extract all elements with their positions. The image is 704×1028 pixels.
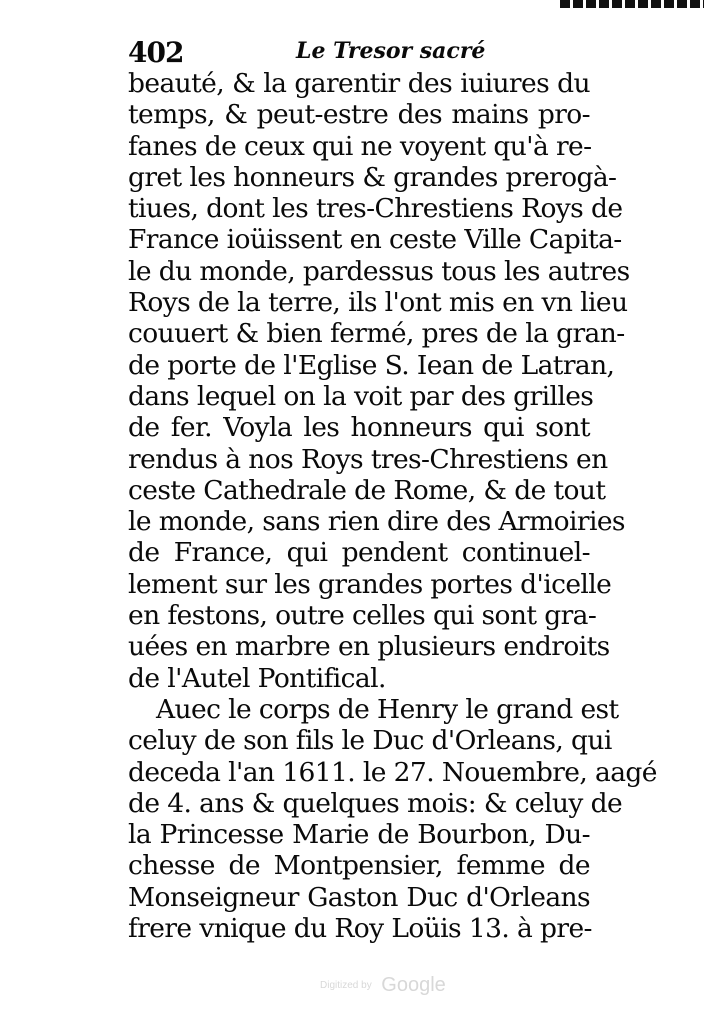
text-line: la Princesse Marie de Bourbon, Du- bbox=[128, 819, 590, 851]
text-line: gret les honneurs & grandes prerogà- bbox=[128, 161, 617, 193]
top-edge-rule bbox=[560, 0, 704, 8]
text-line: lement sur les grandes portes d'icelle bbox=[128, 568, 612, 600]
text-line: beauté, & la garentir des iuiures du bbox=[128, 68, 590, 99]
page-number: 402 bbox=[128, 36, 184, 69]
text-line: le monde, sans rien dire des Armoiries bbox=[128, 506, 625, 538]
text-line: le du monde, pardessus tous les autres bbox=[128, 255, 630, 287]
digitized-watermark bbox=[320, 974, 446, 997]
text-line: ceste Cathedrale de Rome, & de tout bbox=[128, 474, 606, 506]
text-line: de 4. ans & quelques mois: & celuy de bbox=[128, 787, 623, 819]
running-title: Le Tresor sacré bbox=[296, 38, 486, 64]
paragraph-2 bbox=[128, 693, 657, 945]
text-line: dans lequel on la voit par des grilles bbox=[128, 380, 594, 412]
watermark-prefix: Digitized by bbox=[320, 980, 372, 992]
text-line: Monseigneur Gaston Duc d'Orleans bbox=[128, 881, 590, 913]
text-line: chesse de Montpensier, femme de bbox=[128, 850, 590, 882]
text-line: tiues, dont les tres-Chrestiens Roys de bbox=[128, 193, 623, 225]
text-line: frere vnique du Roy Loüis 13. à pre- bbox=[128, 913, 592, 945]
text-line: de France, qui pendent continuel- bbox=[128, 537, 590, 569]
text-line: de fer. Voyla les honneurs qui sont bbox=[128, 412, 590, 444]
text-line: fanes de ceux qui ne voyent qu'à re- bbox=[128, 130, 592, 162]
paragraph-1 bbox=[128, 68, 630, 694]
text-line: temps, & peut-estre des mains pro- bbox=[128, 99, 590, 131]
text-line: de porte de l'Eglise S. Iean de Latran, bbox=[128, 349, 615, 381]
text-line: Auec le corps de Henry le grand est bbox=[156, 693, 619, 725]
text-line: France ioüissent en ceste Ville Capita- bbox=[128, 224, 622, 256]
text-line: celuy de son fils le Duc d'Orleans, qui bbox=[128, 725, 612, 757]
page-header bbox=[128, 36, 588, 70]
body-text bbox=[128, 68, 657, 945]
text-line: de l'Autel Pontifical. bbox=[128, 662, 386, 694]
text-line: deceda l'an 1611. le 27. Nouembre, aagé bbox=[128, 756, 657, 788]
text-line: couuert & bien fermé, pres de la gran- bbox=[128, 318, 625, 350]
text-line: uées en marbre en plusieurs endroits bbox=[128, 631, 610, 663]
text-line: Roys de la terre, ils l'ont mis en vn lieu bbox=[128, 287, 628, 319]
watermark-brand: Google bbox=[381, 974, 446, 996]
text-line: rendus à nos Roys tres-Chrestiens en bbox=[128, 443, 608, 475]
text-line: en festons, outre celles qui sont gra- bbox=[128, 600, 597, 632]
